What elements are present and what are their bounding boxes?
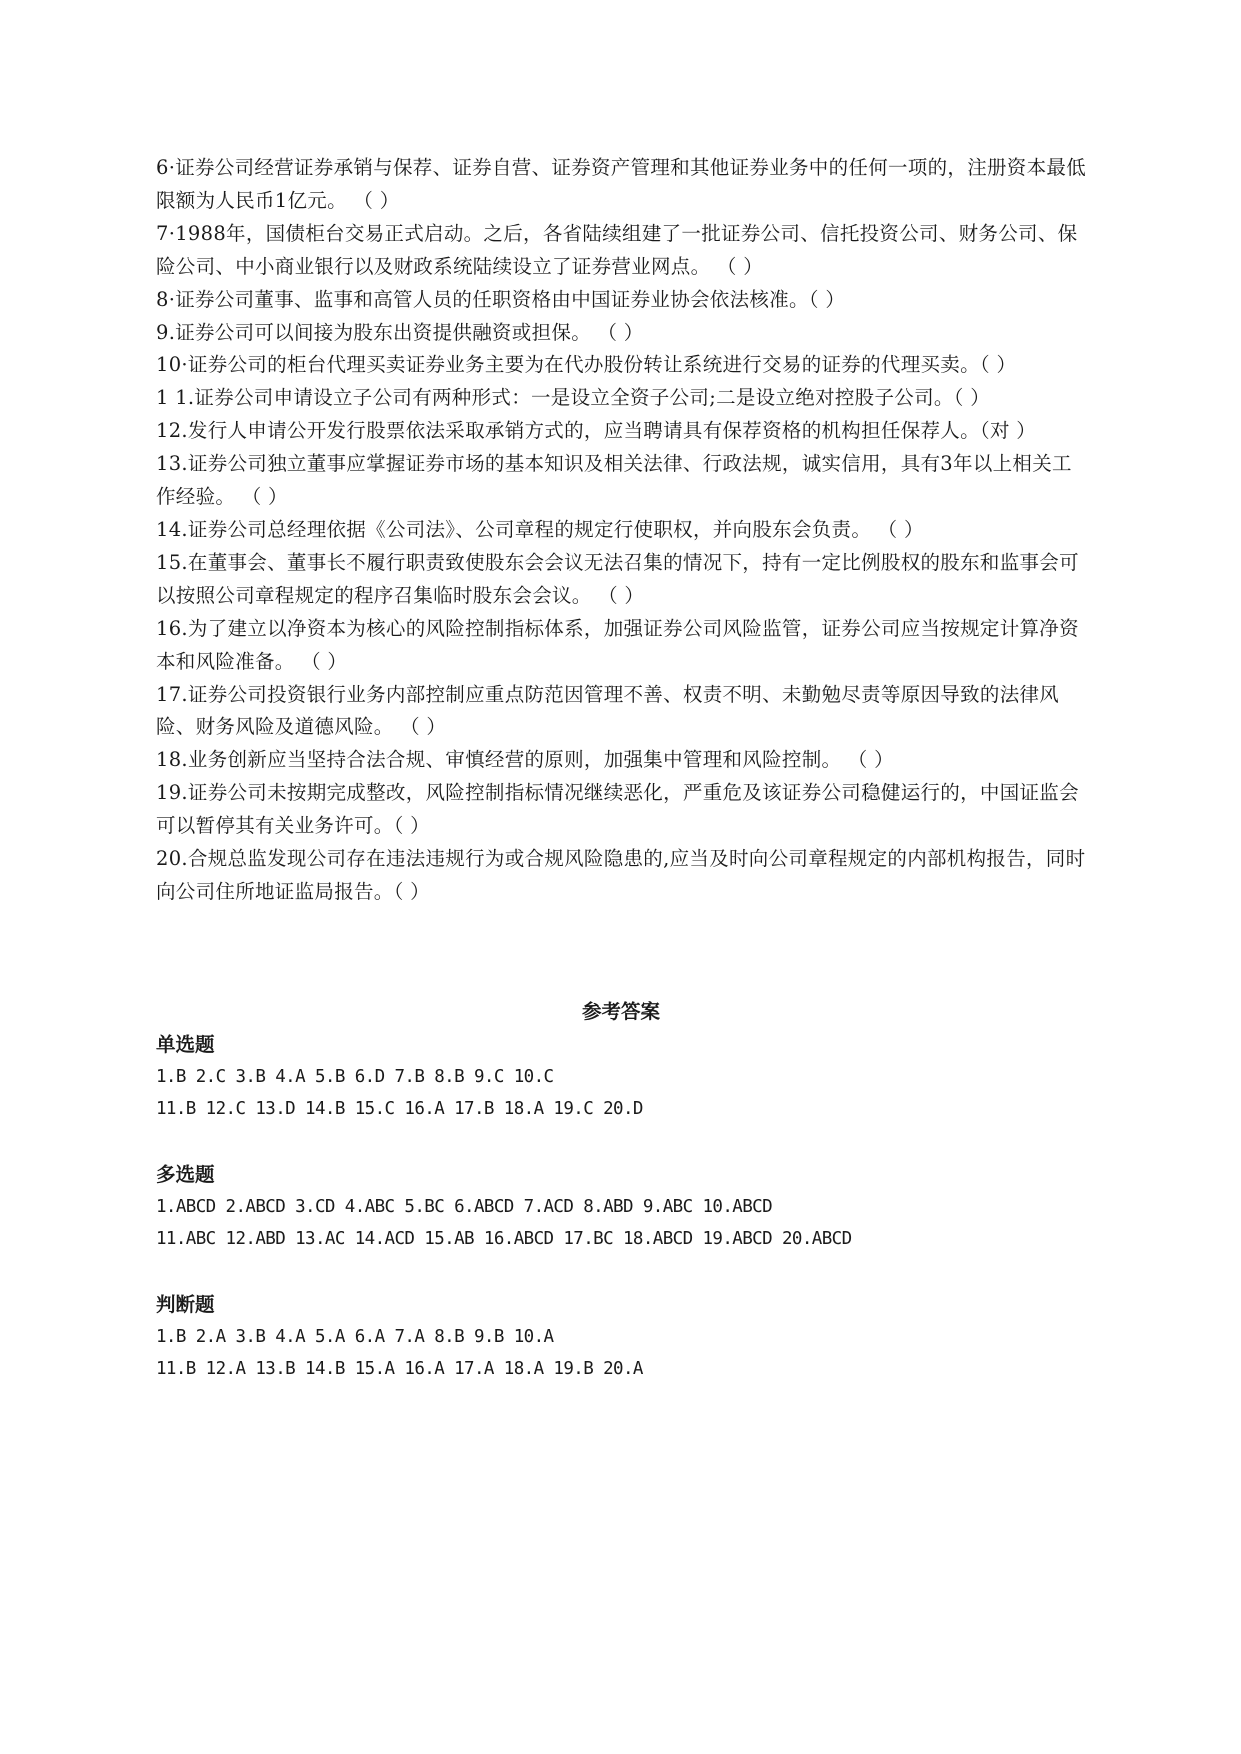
question-6: 6·证券公司经营证券承销与保荐、证券自营、证券资产管理和其他证券业务中的任何一项的，注册资本最低限额为人民币1亿元。 （ ） xyxy=(156,156,1087,212)
question-11: 1 1.证券公司申请设立子公司有两种形式：一是设立全资子公司;二是设立绝对控股子公司。（ ） xyxy=(156,386,991,410)
question-8: 8·证券公司董事、监事和高管人员的任职资格由中国证券业协会依法核准。（ ） xyxy=(156,287,846,311)
question-20: 20.合规总监发现公司存在违法违规行为或合规风险隐患的,应当及时向公司章程规定的内部机构报告，同时向公司住所地证监局报告。（ ） xyxy=(156,847,1086,903)
section-heading: 多选题 xyxy=(156,1162,215,1186)
answer-key-title: 参考答案 xyxy=(581,999,660,1023)
true-false-question-list xyxy=(156,152,1086,909)
answer-line: 11.B 12.C 13.D 14.B 15.C 16.A 17.B 18.A 19.C 20.D xyxy=(156,1098,643,1119)
question-9: 9.证券公司可以间接为股东出资提供融资或担保。 （ ） xyxy=(156,320,644,344)
answer-line: 1.ABCD 2.ABCD 3.CD 4.ABC 5.BC 6.ABCD 7.ACD 8.ABD 9.ABC 10.ABCD xyxy=(156,1196,773,1217)
document-page xyxy=(156,152,1086,1385)
answer-key xyxy=(156,1029,1086,1385)
answer-line: 1.B 2.C 3.B 4.A 5.B 6.D 7.B 8.B 9.C 10.C xyxy=(156,1066,554,1087)
question-10: 10·证券公司的柜台代理买卖证券业务主要为在代办股份转让系统进行交易的证券的代理买卖。（ ） xyxy=(156,353,1017,377)
true-false-answers xyxy=(156,1289,1086,1385)
question-12: 12.发行人申请公开发行股票依法采取承销方式的，应当聘请具有保荐资格的机构担任保荐人。（对 ） xyxy=(156,419,1037,443)
section-heading: 判断题 xyxy=(156,1292,215,1316)
question-16: 16.为了建立以净资本为核心的风险控制指标体系，加强证券公司风险监管，证券公司应当按规定计算净资本和风险准备。 （ ） xyxy=(156,616,1079,673)
question-17: 17.证券公司投资银行业务内部控制应重点防范因管理不善、权责不明、未勤勉尽责等原因导致的法律风险、财务风险及道德风险。 （ ） xyxy=(156,682,1060,739)
question-19: 19.证券公司未按期完成整改，风险控制指标情况继续恶化，严重危及该证券公司稳健运行的，中国证监会可以暂停其有关业务许可。（ ） xyxy=(156,781,1079,838)
section-heading: 单选题 xyxy=(156,1032,215,1056)
single-choice-answers xyxy=(156,1029,1086,1125)
answer-line: 11.ABC 12.ABD 13.AC 14.ACD 15.AB 16.ABCD 17.BC 18.ABCD 19.ABCD 20.ABCD xyxy=(156,1228,852,1249)
question-7: 7·1988年，国债柜台交易正式启动。之后，各省陆续组建了一批证券公司、信托投资公司、财务公司、保险公司、中小商业银行以及财政系统陆续设立了证券营业网点。 （ ） xyxy=(156,221,1078,278)
multiple-choice-answers xyxy=(156,1159,1086,1255)
answer-line: 11.B 12.A 13.B 14.B 15.A 16.A 17.A 18.A 19.B 20.A xyxy=(156,1358,643,1379)
question-13: 13.证券公司独立董事应掌握证券市场的基本知识及相关法律、行政法规，诚实信用，具有3年以上相关工作经验。 （ ） xyxy=(156,452,1072,509)
question-18: 18.业务创新应当坚持合法合规、审慎经营的原则，加强集中管理和风险控制。 （ ） xyxy=(156,748,894,772)
question-15: 15.在董事会、董事长不履行职责致使股东会会议无法召集的情况下，持有一定比例股权的股东和监事会可以按照公司章程规定的程序召集临时股东会会议。 （ ） xyxy=(156,550,1079,607)
question-14: 14.证券公司总经理依据《公司法》、公司章程的规定行使职权，并向股东会负责。 （ ） xyxy=(156,517,924,541)
answer-line: 1.B 2.A 3.B 4.A 5.A 6.A 7.A 8.B 9.B 10.A xyxy=(156,1326,554,1347)
